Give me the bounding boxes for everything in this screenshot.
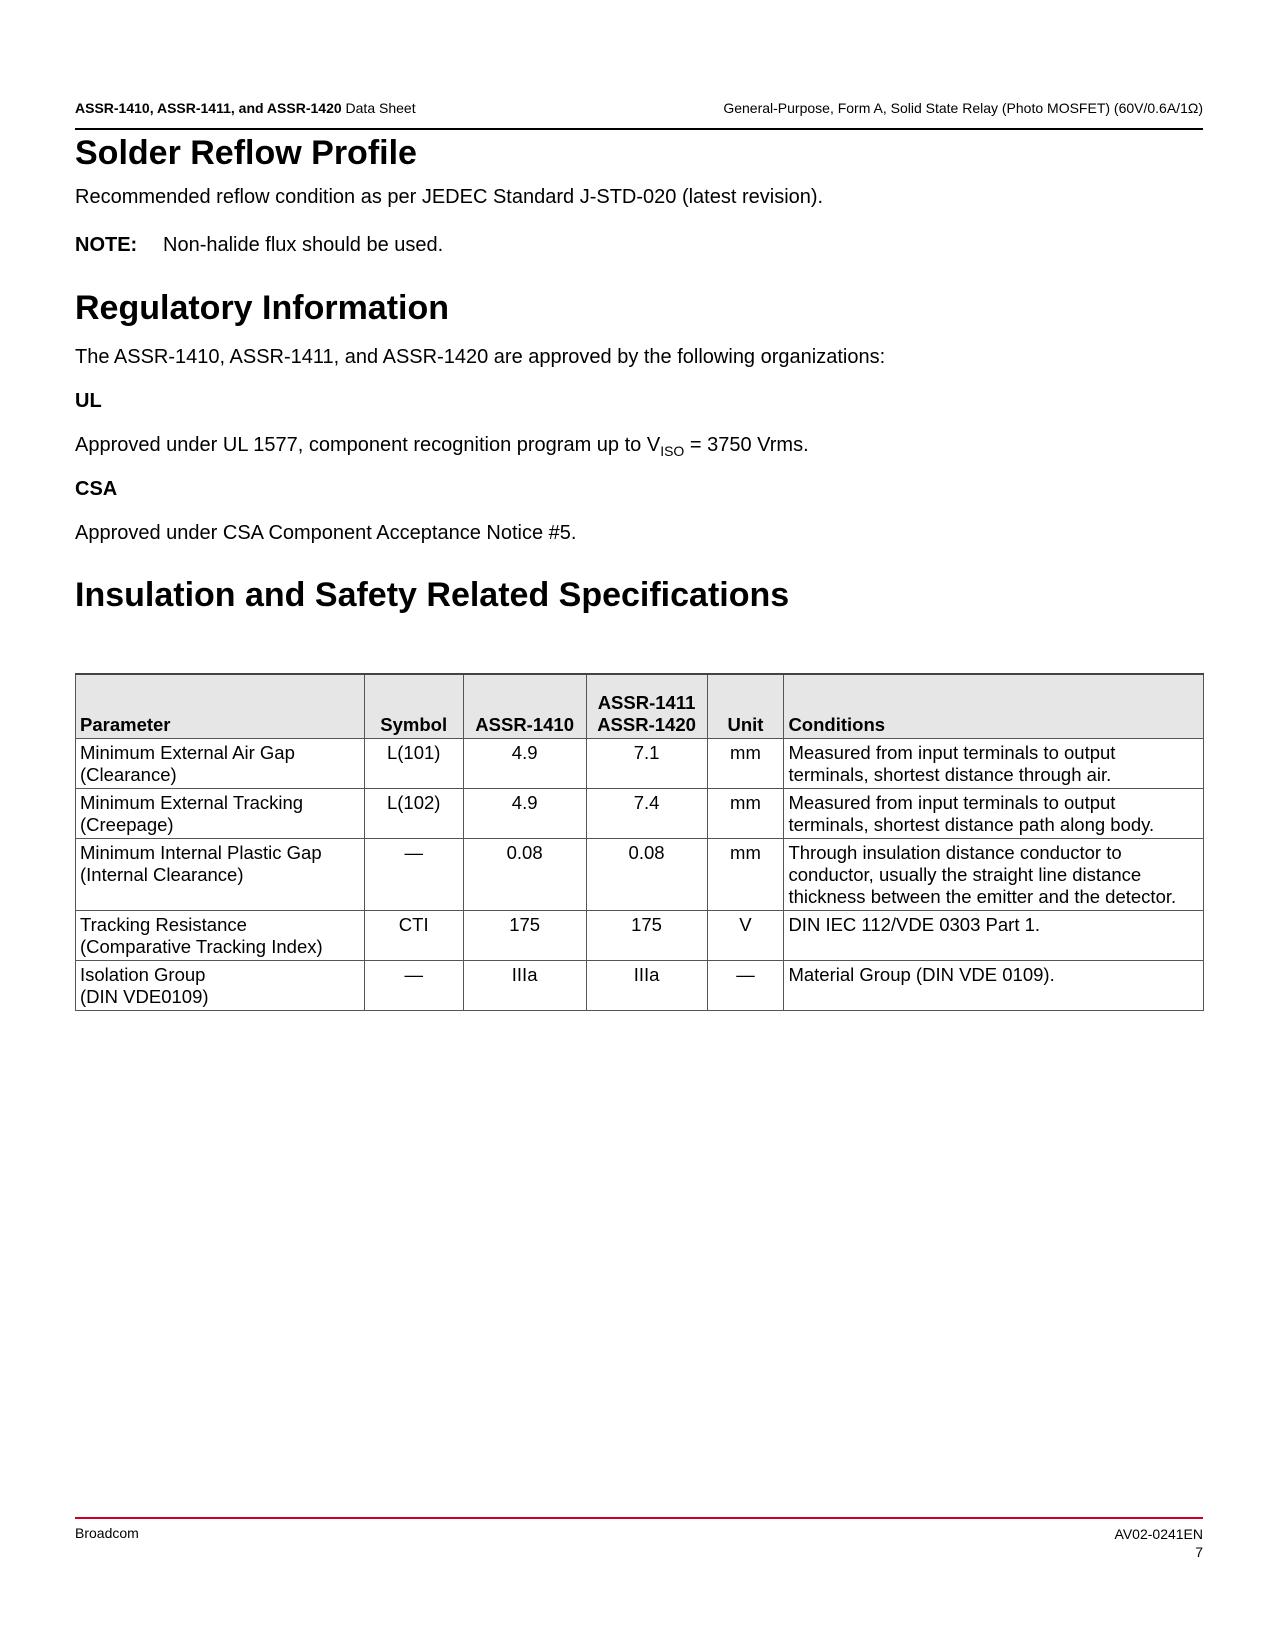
solder-reflow-text: Recommended reflow condition as per JEDEC Standard J-STD-020 (latest revision). — [75, 186, 824, 208]
ul-heading: UL — [75, 390, 102, 412]
cell-assr1410: 175 — [463, 911, 586, 961]
table-row — [76, 911, 1204, 961]
table-row — [76, 789, 1204, 839]
cell-conditions: Material Group (DIN VDE 0109). — [784, 961, 1204, 1011]
col-header-parameter: Parameter — [76, 674, 365, 739]
page-header — [75, 100, 1203, 130]
note-text: Non-halide flux should be used. — [163, 234, 444, 256]
footer-doc-info — [1115, 1525, 1203, 1561]
cell-unit: V — [707, 911, 784, 961]
cell-parameter: Minimum External Air Gap (Clearance) — [76, 739, 365, 789]
insulation-spec-table — [75, 673, 1204, 1011]
cell-parameter: Minimum External Tracking (Creepage) — [76, 789, 365, 839]
col-header-symbol: Symbol — [364, 674, 463, 739]
cell-symbol: — — [364, 839, 463, 911]
col-header-assr1410: ASSR-1410 — [463, 674, 586, 739]
cell-assr1411-1420: 175 — [586, 911, 707, 961]
table-header-row — [76, 674, 1204, 739]
cell-parameter: Tracking Resistance (Comparative Tracking Index) — [76, 911, 365, 961]
cell-conditions: Measured from input terminals to output terminals, shortest distance through air. — [784, 739, 1204, 789]
document-page — [75, 0, 1203, 1650]
table-row — [76, 839, 1204, 911]
solder-note — [75, 232, 443, 258]
cell-conditions: Measured from input terminals to output terminals, shortest distance path along body. — [784, 789, 1204, 839]
csa-heading: CSA — [75, 478, 118, 500]
cell-assr1411-1420: 0.08 — [586, 839, 707, 911]
table-row — [76, 961, 1204, 1011]
cell-parameter: Minimum Internal Plastic Gap (Internal Clearance) — [76, 839, 365, 911]
cell-parameter: Isolation Group (DIN VDE0109) — [76, 961, 365, 1011]
cell-assr1410: 0.08 — [463, 839, 586, 911]
header-product-description: General-Purpose, Form A, Solid State Relay (Photo MOSFET) (60V/0.6A/1Ω) — [723, 100, 1203, 116]
header-doc-title: ASSR-1410, ASSR-1411, and ASSR-1420 Data Sheet — [75, 100, 416, 116]
cell-unit: mm — [707, 839, 784, 911]
col-header-unit: Unit — [707, 674, 784, 739]
cell-symbol: — — [364, 961, 463, 1011]
note-label: NOTE: — [75, 234, 138, 256]
solder-reflow-title: Solder Reflow Profile — [75, 134, 417, 172]
cell-assr1410: 4.9 — [463, 739, 586, 789]
cell-assr1411-1420: 7.1 — [586, 739, 707, 789]
table-row — [76, 739, 1204, 789]
csa-text: Approved under CSA Component Acceptance Notice #5. — [75, 522, 577, 544]
cell-unit: — — [707, 961, 784, 1011]
footer-doc-id: AV02-0241EN — [1114, 1526, 1203, 1542]
col-header-conditions: Conditions — [784, 674, 1204, 739]
cell-conditions: Through insulation distance conductor to conductor, usually the straight line distance thickness between the emitter and the detector. — [784, 839, 1204, 911]
footer-page-number: 7 — [1195, 1544, 1203, 1560]
cell-symbol: CTI — [364, 911, 463, 961]
insulation-title: Insulation and Safety Related Specifications — [75, 576, 790, 614]
cell-unit: mm — [707, 739, 784, 789]
regulatory-intro: The ASSR-1410, ASSR-1411, and ASSR-1420 are approved by the following organizations: — [75, 346, 886, 368]
cell-assr1410: 4.9 — [463, 789, 586, 839]
cell-conditions: DIN IEC 112/VDE 0303 Part 1. — [784, 911, 1204, 961]
cell-unit: mm — [707, 789, 784, 839]
footer-divider — [75, 1517, 1203, 1519]
col-header-assr1411-1420: ASSR-1411 ASSR-1420 — [586, 674, 707, 739]
cell-assr1411-1420: 7.4 — [586, 789, 707, 839]
cell-assr1410: IIIa — [463, 961, 586, 1011]
cell-symbol: L(101) — [364, 739, 463, 789]
footer-company: Broadcom — [75, 1525, 139, 1541]
regulatory-title: Regulatory Information — [75, 289, 450, 327]
ul-text: Approved under UL 1577, component recognition program up to $V_{ISO} = 3750$ Vrms. — [75, 434, 809, 459]
cell-symbol: L(102) — [364, 789, 463, 839]
cell-assr1411-1420: IIIa — [586, 961, 707, 1011]
